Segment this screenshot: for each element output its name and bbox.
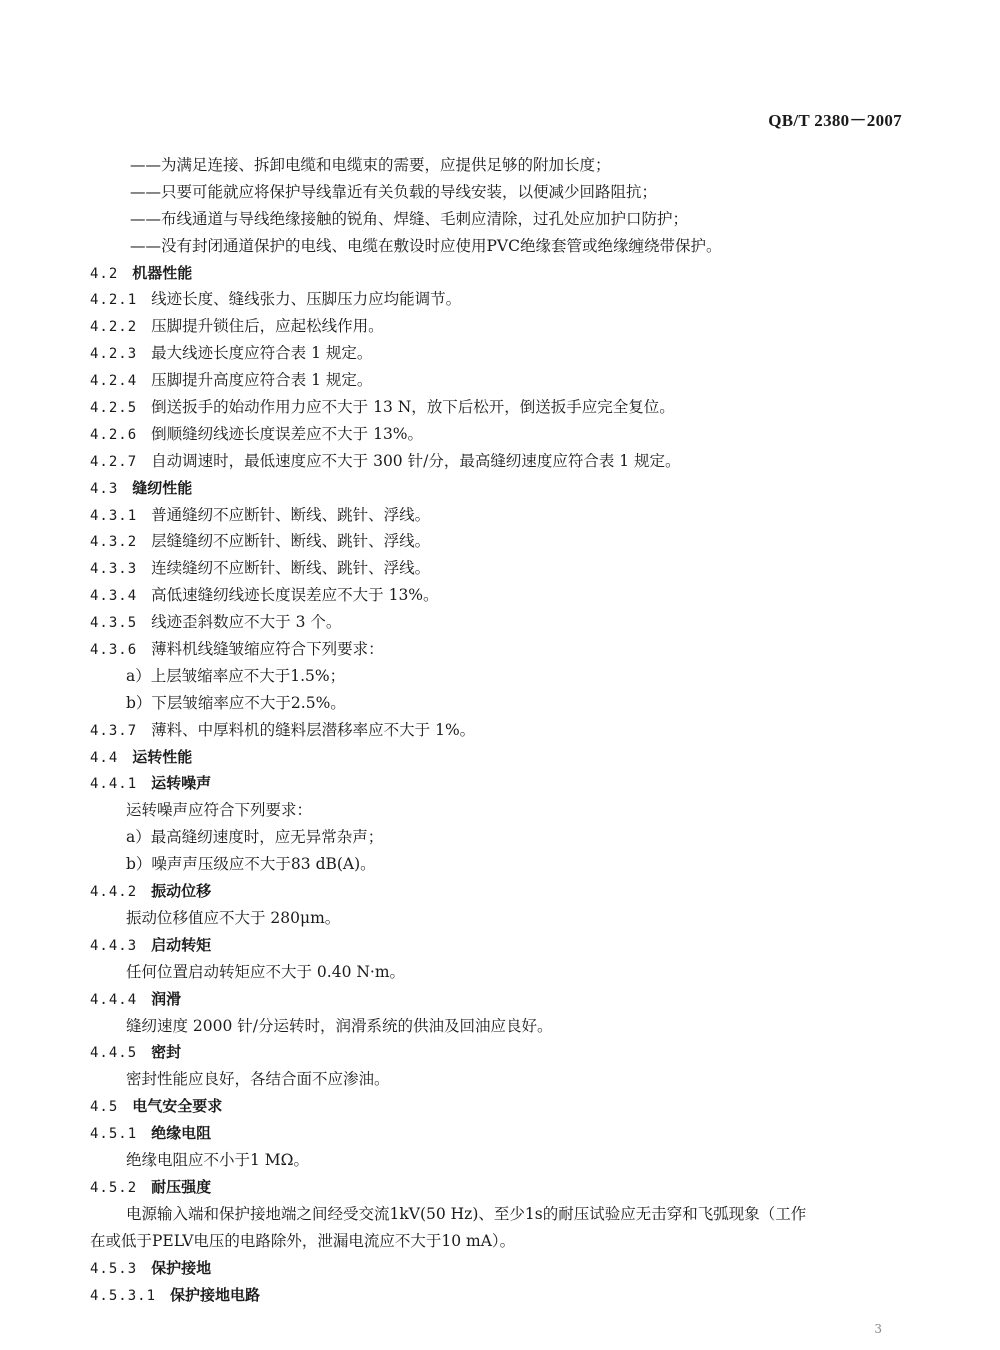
clause-number: 4.4.4 xyxy=(90,991,138,1008)
clause-number: 4.3.7 xyxy=(90,722,138,739)
clause-text: 润滑 xyxy=(151,989,182,1008)
clause-text: 倒送扳手的始动作用力应不大于 13 N，放下后松开，倒送扳手应完全复位。 xyxy=(151,398,675,417)
clause-item xyxy=(90,421,920,448)
clause-number: 4.4.5 xyxy=(90,1045,138,1062)
clause-number: 4.4 xyxy=(90,749,119,766)
clause-number: 4.2.2 xyxy=(90,319,138,336)
document-id-header: QB/T 2380－2007 xyxy=(768,111,902,130)
clause-number: 4.3.1 xyxy=(90,507,138,524)
clause-text: 自动调速时，最低速度应不大于 300 针/分，最高缝纫速度应符合表 1 规定。 xyxy=(151,451,681,470)
clause-list xyxy=(90,152,920,1201)
paragraph-line: 在或低于PELV电压的电路除外，泄漏电流应不大于10 mA）。 xyxy=(90,1231,516,1250)
clause-text: a）上层皱缩率应不大于1.5%； xyxy=(126,666,346,685)
clause-text: 缝纫速度 2000 针/分运转时，润滑系统的供油及回油应良好。 xyxy=(126,1016,553,1035)
section-heading xyxy=(90,475,920,502)
clause-number: 4.5.3.1 xyxy=(90,1287,157,1304)
clause-number: 4.3.4 xyxy=(90,588,138,605)
clause-text: 倒顺缝纫线迹长度误差应不大于 13%。 xyxy=(151,424,424,443)
clause-text: b）噪声声压级应不大于83 dB(A)。 xyxy=(126,855,376,874)
clause-item xyxy=(90,717,920,744)
clause-number: 4.4.1 xyxy=(90,776,138,793)
clause-item xyxy=(90,286,920,313)
clause-text: 绝缘电阻 xyxy=(151,1124,212,1143)
clause-text: 薄料机线缝皱缩应符合下列要求： xyxy=(151,640,384,659)
clause-text: 运转噪声 xyxy=(151,774,212,793)
section-heading xyxy=(90,260,920,287)
clause-item xyxy=(90,448,920,475)
clause-number: 4.2.1 xyxy=(90,292,138,309)
clause-text: 普通缝纫不应断针、断线、跳针、浮线。 xyxy=(151,505,431,524)
subsection-heading xyxy=(90,1039,920,1066)
clause-text: 耐压强度 xyxy=(151,1177,212,1196)
clause-number: 4.2.6 xyxy=(90,426,138,443)
clause-item xyxy=(90,555,920,582)
clause-number: 4.4.2 xyxy=(90,884,138,901)
clause-number: 4.2.5 xyxy=(90,400,138,417)
clause-text: 运转性能 xyxy=(132,747,193,766)
clause-text: 任何位置启动转矩应不大于 0.40 N·m。 xyxy=(126,962,406,981)
clause-text: 压脚提升高度应符合表 1 规定。 xyxy=(151,371,373,390)
clause-text: 运转噪声应符合下列要求： xyxy=(126,801,313,820)
clause-text: 保护接地电路 xyxy=(170,1285,261,1304)
clause-text: 最大线迹长度应符合表 1 规定。 xyxy=(151,344,373,363)
paragraph-line: 电源输入端和保护接地端之间经受交流1kV(50 Hz)、至少1s的耐压试验应无击穿和飞弧现象（工作 xyxy=(126,1204,807,1223)
list-item xyxy=(90,824,920,851)
clause-text: ——只要可能就应将保护导线靠近有关负载的导线安装，以便减少回路阻抗； xyxy=(130,182,658,201)
subsection-heading xyxy=(90,770,920,797)
subsection-heading xyxy=(90,932,920,959)
clause-text: 振动位移值应不大于 280μm。 xyxy=(126,908,341,927)
clause-text: 缝纫性能 xyxy=(132,478,193,497)
clause-text: 振动位移 xyxy=(151,882,212,901)
clause-text: 高低速缝纫线迹长度误差应不大于 13%。 xyxy=(151,586,439,605)
list-item xyxy=(90,959,920,986)
list-item xyxy=(90,905,920,932)
clause-item xyxy=(90,313,920,340)
list-item xyxy=(90,690,920,717)
clause-text: 机器性能 xyxy=(132,263,193,282)
clause-number: 4.4.3 xyxy=(90,937,138,954)
clause-number: 4.2 xyxy=(90,265,119,282)
subsection-heading xyxy=(90,1174,920,1201)
list-item xyxy=(90,663,920,690)
clause-number: 4.2.4 xyxy=(90,373,138,390)
clause-text: 保护接地 xyxy=(151,1258,212,1277)
section-heading xyxy=(90,1093,920,1120)
dash-item xyxy=(90,206,920,233)
clause-number: 4.5.1 xyxy=(90,1126,138,1143)
list-item xyxy=(90,851,920,878)
dash-item xyxy=(90,233,920,260)
clause-text: ——为满足连接、拆卸电缆和电缆束的需要，应提供足够的附加长度； xyxy=(130,156,611,174)
clause-text: 薄料、中厚料机的缝料层潜移率应不大于 1%。 xyxy=(151,720,476,739)
clause-text: 压脚提升锁住后，应起松线作用。 xyxy=(151,317,384,336)
list-item xyxy=(90,797,920,824)
list-item xyxy=(90,1147,920,1174)
clause-text: 绝缘电阻应不小于1 MΩ。 xyxy=(126,1150,310,1169)
clause-text: 线迹歪斜数应不大于 3 个。 xyxy=(151,613,342,632)
clause-number: 4.3.2 xyxy=(90,534,138,551)
clause-text: 层缝缝纫不应断针、断线、跳针、浮线。 xyxy=(151,532,431,551)
clause-item xyxy=(90,340,920,367)
clause-number: 4.3 xyxy=(90,480,119,497)
clause-text: ——布线通道与导线绝缘接触的锐角、焊缝、毛刺应清除，过孔处应加护口防护； xyxy=(130,209,689,228)
clause-number: 4.2.7 xyxy=(90,453,138,470)
clause-item xyxy=(90,582,920,609)
clause-item xyxy=(90,528,920,555)
clause-number: 4.5.3 xyxy=(90,1260,138,1277)
section-heading xyxy=(90,744,920,771)
subsection-heading xyxy=(90,986,920,1013)
clause-number: 4.3.6 xyxy=(90,642,138,659)
list-item xyxy=(90,1013,920,1040)
clause-list-tail xyxy=(90,1255,920,1309)
clause-text: 密封性能应良好，各结合面不应渗油。 xyxy=(126,1070,390,1089)
clause-number: 4.2.3 xyxy=(90,346,138,363)
clause-text: 启动转矩 xyxy=(151,935,212,954)
subsection-heading xyxy=(90,1282,920,1309)
clause-number: 4.5.2 xyxy=(90,1179,138,1196)
clause-item xyxy=(90,636,920,663)
subsection-heading xyxy=(90,1255,920,1282)
clause-number: 4.5 xyxy=(90,1099,119,1116)
dash-item xyxy=(90,152,920,179)
document-body xyxy=(90,152,920,1309)
paragraph-dielectric-strength xyxy=(90,1201,920,1255)
clause-text: 密封 xyxy=(151,1043,182,1062)
clause-item xyxy=(90,609,920,636)
clause-text: 电气安全要求 xyxy=(132,1097,223,1116)
subsection-heading xyxy=(90,878,920,905)
clause-item xyxy=(90,367,920,394)
list-item xyxy=(90,1066,920,1093)
subsection-heading xyxy=(90,1120,920,1147)
clause-number: 4.3.3 xyxy=(90,561,138,578)
dash-item xyxy=(90,179,920,206)
clause-text: b）下层皱缩率应不大于2.5%。 xyxy=(126,693,346,712)
clause-item xyxy=(90,502,920,529)
clause-text: ——没有封闭通道保护的电线、电缆在敷设时应使用PVC绝缘套管或绝缘缠绕带保护。 xyxy=(130,236,722,255)
clause-text: 线迹长度、缝线张力、压脚压力应均能调节。 xyxy=(151,290,462,309)
clause-item xyxy=(90,394,920,421)
page-number: 3 xyxy=(874,1322,882,1336)
clause-text: a）最高缝纫速度时，应无异常杂声； xyxy=(126,828,384,847)
clause-number: 4.3.5 xyxy=(90,615,138,632)
clause-text: 连续缝纫不应断针、断线、跳针、浮线。 xyxy=(151,559,431,578)
